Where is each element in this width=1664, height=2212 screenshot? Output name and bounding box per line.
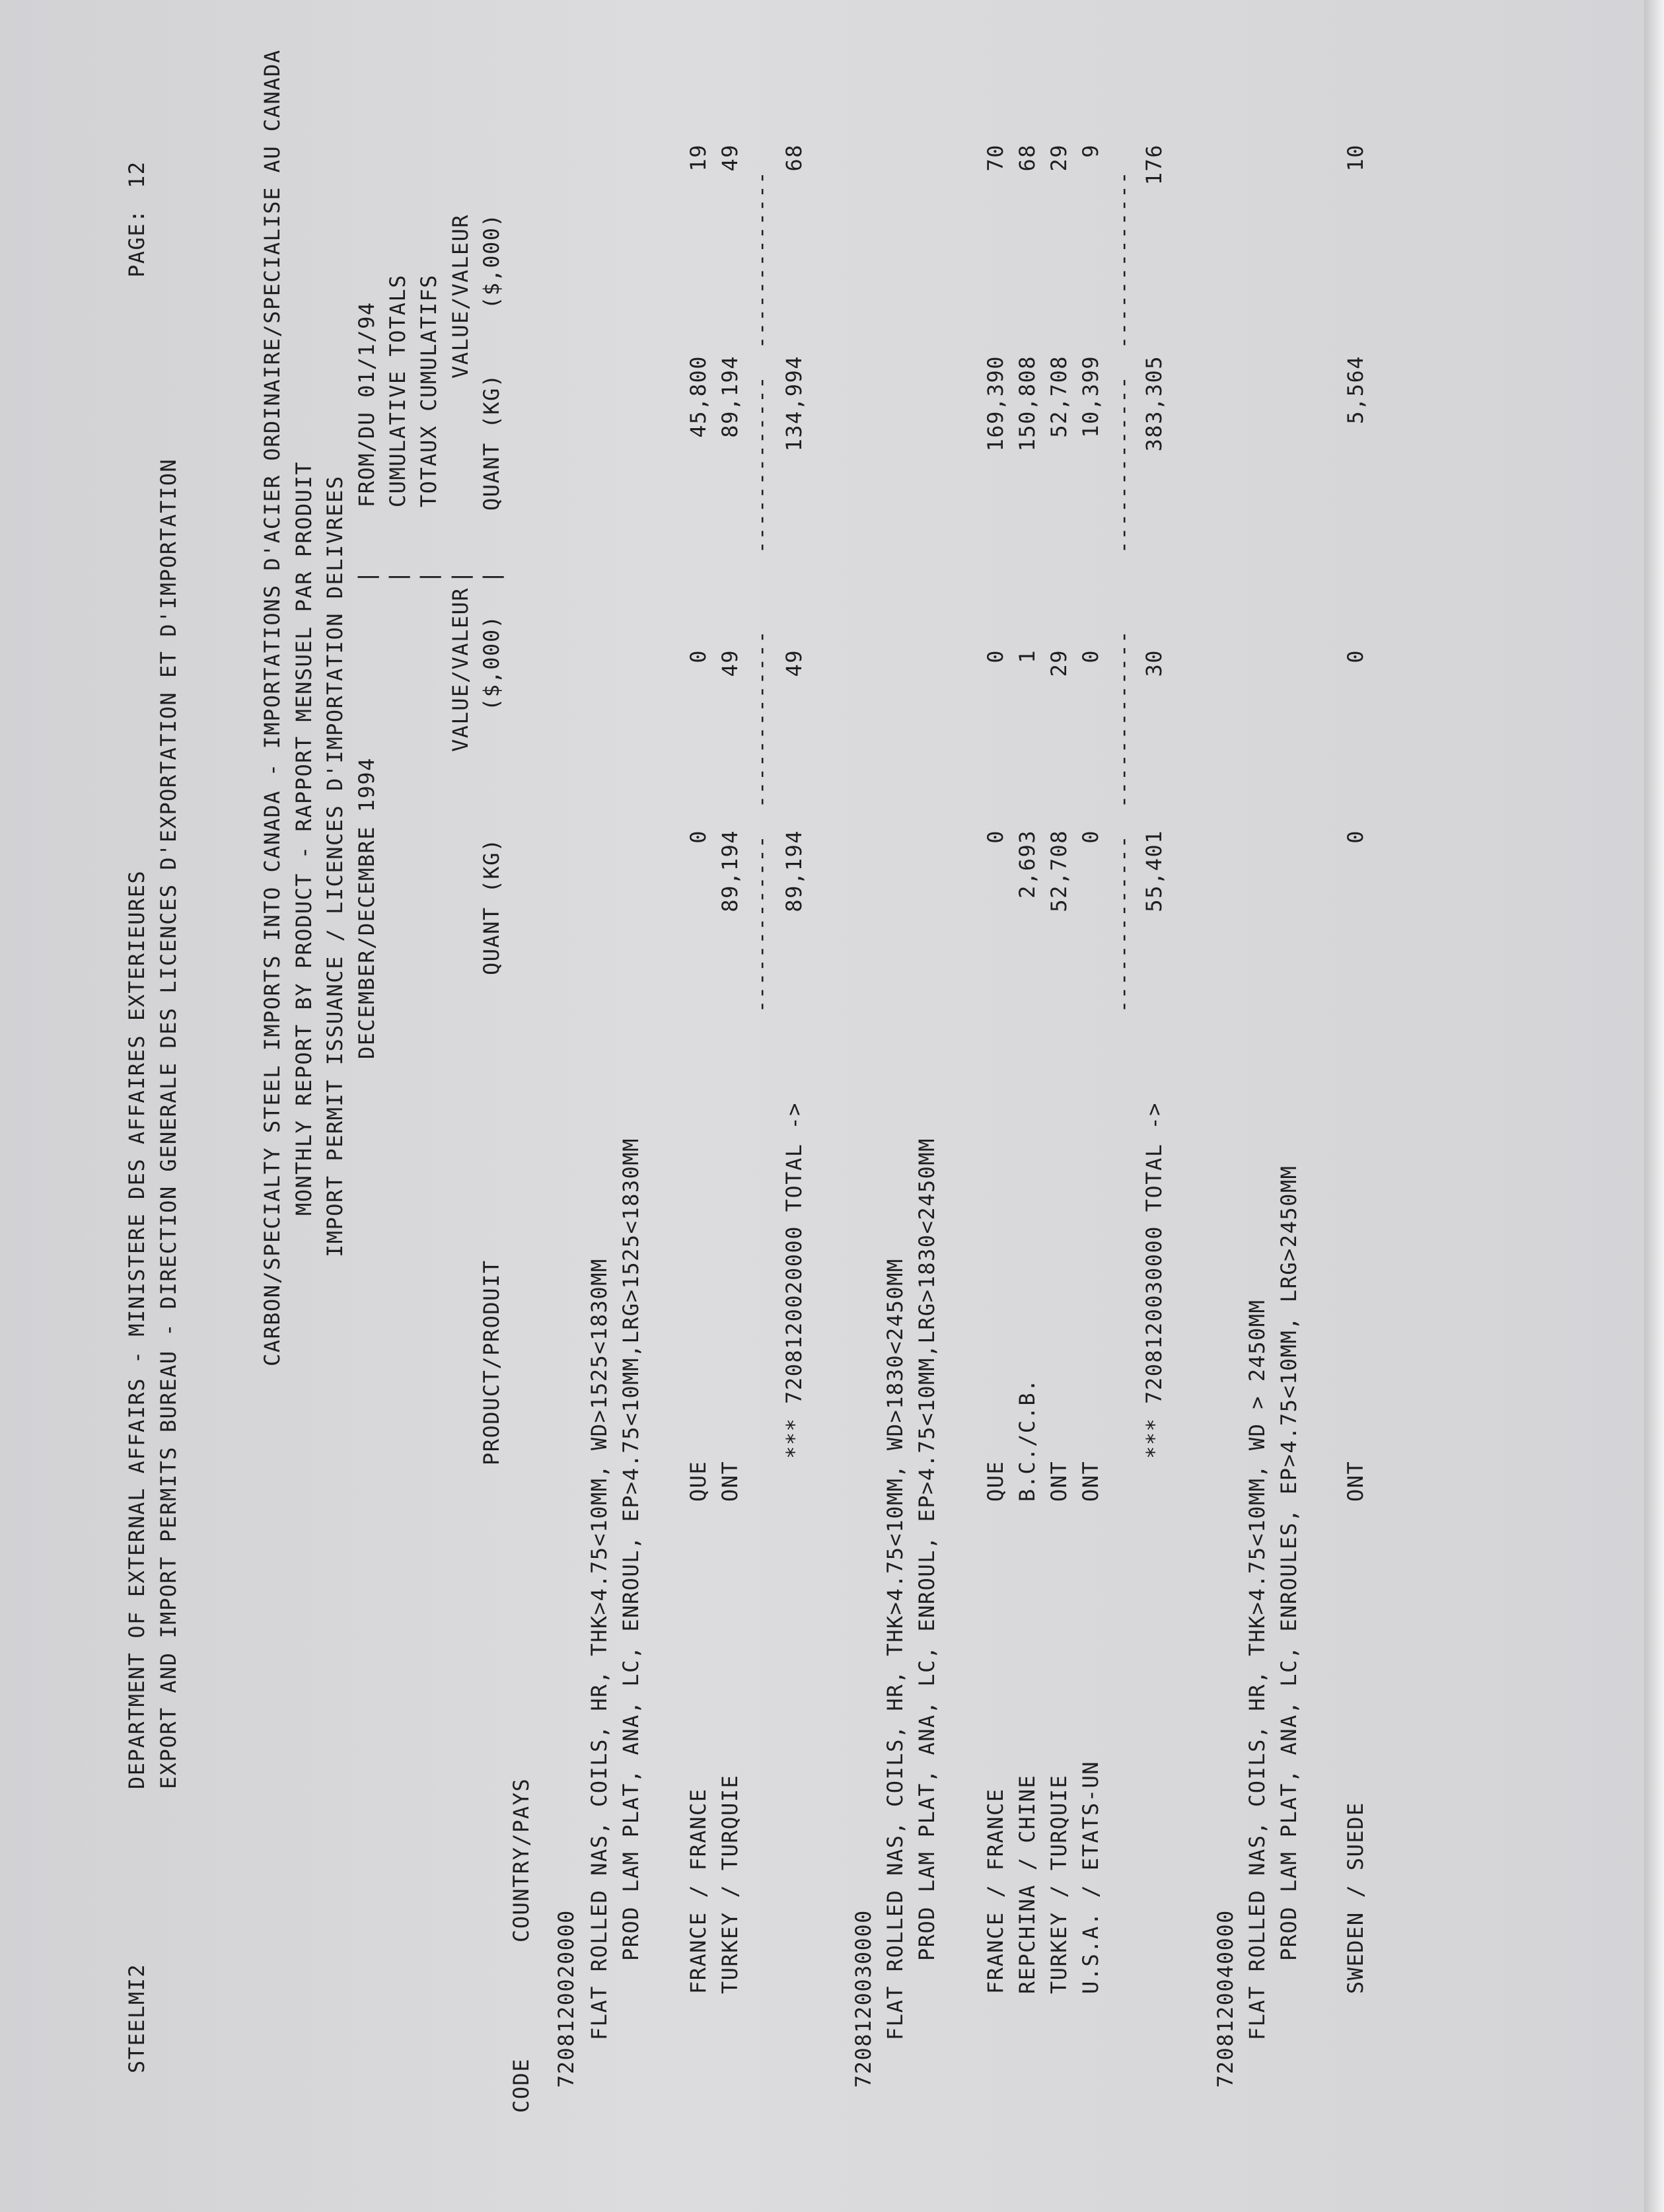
province: B.C./C.B.	[1015, 1378, 1040, 1502]
quant-value: 0	[983, 830, 1008, 844]
cum-value-amount: 19	[686, 144, 711, 172]
product-column-header: PRODUCT/PRODUIT	[479, 1259, 504, 1465]
total-quant: 55,401	[1141, 830, 1167, 912]
quant-value: 52,708	[1046, 830, 1071, 912]
column-separator: |	[354, 570, 379, 583]
cumulative-heading-fr: TOTAUX CUMULATIFS	[416, 274, 441, 507]
product-description-fr: PROD LAM PLAT, ANA, LC, ENROUL, EP>4.75<10MM,LRG>1830<2450MM	[914, 1138, 939, 1961]
value-amount: 49	[717, 649, 742, 677]
value-amount: 1	[1015, 649, 1040, 663]
cumulative-from: FROM/DU 01/1/94	[354, 301, 379, 507]
country-name: U.S.A. / ETATS-UN	[1078, 1760, 1103, 1994]
column-separator: |	[416, 570, 441, 583]
cum-quant-value: 150,808	[1015, 355, 1040, 452]
province: ONT	[1343, 1460, 1368, 1502]
cum-quant-column-header: QUANT (KG)	[479, 373, 504, 511]
product-description-fr: PROD LAM PLAT, ANA, LC, ENROUL, EP>4.75<10MM,LRG>1525<1830MM	[618, 1138, 643, 1961]
dashed-separator: -------------	[1110, 170, 1136, 349]
quant-column-header: QUANT (KG)	[479, 838, 504, 975]
product-description: FLAT ROLLED NAS, COILS, HR, THK>4.75<10MM, WD>1830<2450MM	[883, 1258, 908, 2040]
cum-quant-value: 10,399	[1078, 355, 1103, 438]
cum-quant-value: 52,708	[1046, 355, 1071, 438]
quant-value: 0	[1343, 830, 1368, 844]
cum-value-amount: 9	[1078, 144, 1103, 158]
total-cum-quant: 134,994	[781, 355, 807, 452]
cumulative-heading: CUMULATIVE TOTALS	[385, 274, 410, 507]
page-label: PAGE:	[124, 209, 149, 277]
province: ONT	[1046, 1460, 1071, 1502]
product-code: 7208120030000	[851, 1909, 876, 2088]
country-name: FRANCE / FRANCE	[983, 1788, 1008, 1994]
bureau-line: EXPORT AND IMPORT PERMITS BUREAU - DIRECTION GENERALE DES LICENCES D'EXPORTATION ET D'IMPORTATION	[156, 458, 181, 1789]
total-cum-value: 176	[1141, 144, 1167, 186]
province: QUE	[983, 1460, 1008, 1502]
cum-quant-value: 45,800	[686, 355, 711, 438]
dashed-separator: -------------	[1110, 630, 1136, 808]
dashed-separator: -------------	[748, 170, 774, 349]
product-code: 7208120040000	[1213, 1909, 1238, 2088]
value-amount: 0	[983, 649, 1008, 663]
quant-value: 89,194	[717, 830, 742, 912]
value-amount: 0	[1078, 649, 1103, 663]
province: QUE	[686, 1460, 711, 1502]
value-amount: 0	[686, 649, 711, 663]
country-name: FRANCE / FRANCE	[686, 1788, 711, 1994]
cum-quant-value: 5,564	[1343, 355, 1368, 424]
country-name: TURKEY / TURQUIE	[1046, 1774, 1071, 1994]
value-units: ($,000)	[479, 614, 504, 711]
quant-value: 0	[1078, 830, 1103, 844]
country-name: REPCHINA / CHINE	[1015, 1774, 1040, 1994]
cum-value-amount: 68	[1015, 144, 1040, 172]
country-name: TURKEY / TURQUIE	[717, 1774, 742, 1994]
cum-value-units: ($,000)	[479, 213, 504, 309]
cum-quant-value: 169,390	[983, 355, 1008, 452]
cum-value-heading: VALUE/VALEUR	[448, 213, 473, 379]
cum-value-amount: 10	[1343, 144, 1368, 172]
report-subtitle: MONTHLY REPORT BY PRODUCT - RAPPORT MENSUEL PAR PRODUIT	[291, 461, 316, 1216]
column-separator: |	[479, 570, 504, 583]
cum-value-amount: 49	[717, 144, 742, 172]
section-total-label: *** 7208120030000 TOTAL ->	[1141, 1102, 1167, 1459]
department-line: DEPARTMENT OF EXTERNAL AFFAIRS - MINISTERE DES AFFAIRES EXTERIEURES	[124, 869, 149, 1789]
dashed-separator: -------------	[1110, 375, 1136, 554]
code-column-header: CODE	[509, 2057, 534, 2113]
total-cum-value: 68	[781, 144, 807, 172]
report-id: STEELMI2	[124, 1963, 149, 2073]
quant-value: 2,693	[1015, 830, 1040, 899]
cum-value-amount: 29	[1046, 144, 1071, 172]
total-cum-quant: 383,305	[1141, 355, 1167, 452]
column-separator: |	[385, 570, 410, 583]
product-code: 7208120020000	[554, 1909, 579, 2088]
report-title: CARBON/SPECIALTY STEEL IMPORTS INTO CANADA - IMPORTATIONS D'ACIER ORDINAIRE/SPECIALISE AU CANADA	[260, 49, 285, 1366]
report-subtitle-2: IMPORT PERMIT ISSUANCE / LICENCES D'IMPORTATION DELIVREES	[322, 475, 347, 1257]
dashed-separator: -------------	[748, 630, 774, 808]
province: ONT	[717, 1460, 742, 1502]
page-number: 12	[124, 161, 149, 188]
product-description: FLAT ROLLED NAS, COILS, HR, THK>4.75<10MM, WD > 2450MM	[1245, 1299, 1270, 2040]
product-description-fr: PROD LAM PLAT, ANA, LC, ENROULES, EP>4.75<10MM, LRG>2450MM	[1276, 1165, 1301, 1961]
product-description: FLAT ROLLED NAS, COILS, HR, THK>4.75<10MM, WD>1525<1830MM	[587, 1258, 612, 2040]
section-total-label: *** 7208120020000 TOTAL ->	[781, 1102, 807, 1459]
dashed-separator: -------------	[1110, 834, 1136, 1013]
dashed-separator: -------------	[748, 375, 774, 554]
report-period: DECEMBER/DECEMBRE 1994	[354, 757, 379, 1059]
cum-quant-value: 89,194	[717, 355, 742, 438]
value-amount: 0	[1343, 649, 1368, 663]
total-value: 49	[781, 649, 807, 677]
country-name: SWEDEN / SUEDE	[1343, 1802, 1368, 1994]
quant-value: 0	[686, 830, 711, 844]
total-value: 30	[1141, 649, 1167, 677]
column-separator: |	[448, 570, 473, 583]
dashed-separator: -------------	[748, 834, 774, 1013]
cum-value-amount: 70	[983, 144, 1008, 172]
total-quant: 89,194	[781, 830, 807, 912]
country-column-header: COUNTRY/PAYS	[509, 1777, 534, 1942]
value-amount: 29	[1046, 649, 1071, 677]
province: ONT	[1078, 1460, 1103, 1502]
value-heading: VALUE/VALEUR	[448, 587, 473, 752]
